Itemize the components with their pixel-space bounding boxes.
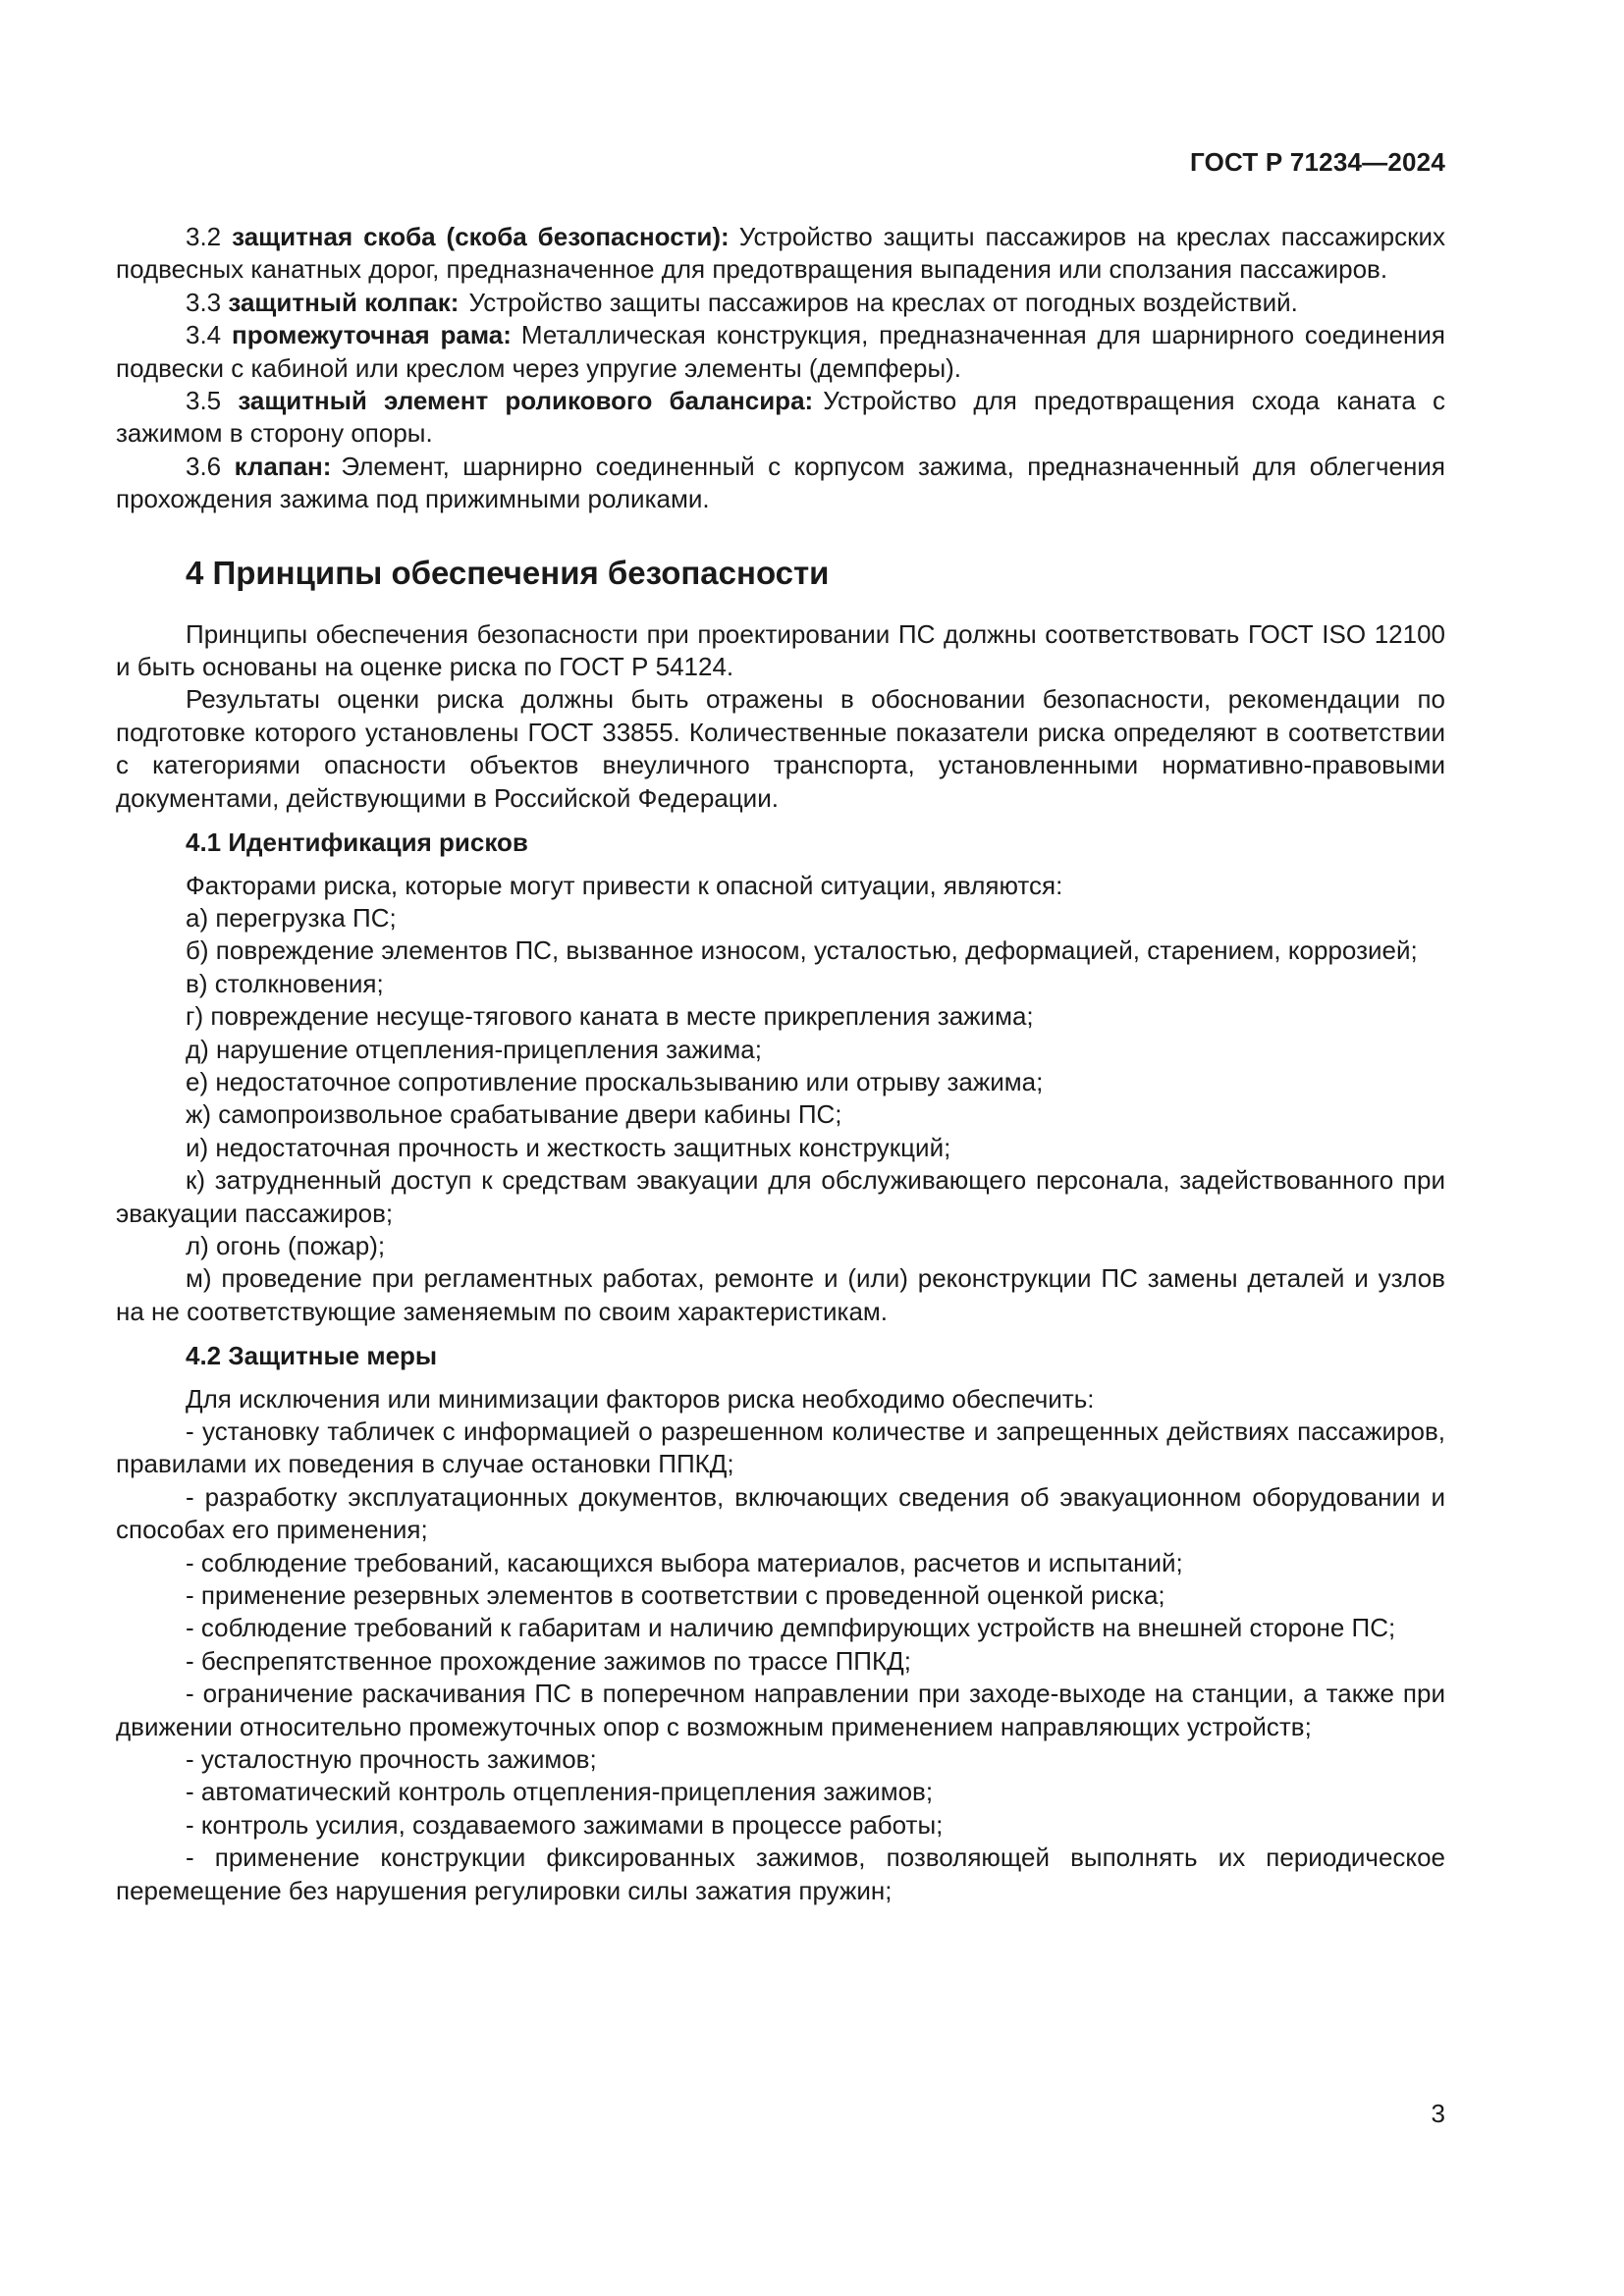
page-content (116, 221, 1445, 1907)
list-item: ж) самопроизвольное срабатывание двери кабины ПС; (186, 1099, 842, 1130)
definition-term: защитный колпак: (228, 287, 460, 317)
paragraph: Результаты оценки риска должны быть отражены в обосновании безопасности, рекомендации по подготовке которого установлены ГОСТ 33855. Количественные показатели риска определяют в соответствии с категориями опасности объектов внеуличного транспорта, установленными нормативно-правовыми документами, действующими в Российской Федерации. (116, 684, 1445, 813)
definition-term: промежуточная рама: (231, 320, 512, 350)
list-item: - беспрепятственное прохождение зажимов по трассе ППКД; (186, 1645, 911, 1676)
list-item: - соблюдение требований, касающихся выбора материалов, расчетов и испытаний; (186, 1547, 1183, 1577)
list-item: - контроль усилия, создаваемого зажимами в процессе работы; (186, 1809, 944, 1840)
list-item: и) недостаточная прочность и жесткость защитных конструкций; (186, 1132, 951, 1162)
list-item: - автоматический контроль отцепления-прицепления зажимов; (186, 1777, 934, 1807)
section-4-2-heading: 4.2 Защитные меры (186, 1341, 438, 1371)
list-item: а) перегрузка ПС; (186, 902, 397, 933)
list-item: - усталостную прочность зажимов; (186, 1744, 597, 1775)
list-item: г) повреждение несуще-тягового каната в месте прикрепления зажима; (186, 1001, 1034, 1032)
list-item: - применение конструкции фиксированных зажимов, позволяющей выполнять их периодическое перемещение без нарушения регулировки силы зажатия пружин; (116, 1842, 1445, 1905)
section-4-1-heading: 4.1 Идентификация рисков (186, 828, 528, 858)
definition-3-3: 3.3 защитный колпак: Устройство защиты пассажиров на креслах от погодных воздействий. (186, 287, 1298, 317)
section-4-heading: 4 Принципы обеспечения безопасности (186, 554, 830, 591)
list-item: л) огонь (пожар); (186, 1230, 386, 1260)
definition-3-5: 3.5 защитный элемент роликового балансира: Устройство для предотвращения схода каната с зажимом в сторону опоры. (116, 386, 1445, 449)
list-item: - установку табличек с информацией о разрешенном количестве и запрещенных действиях пассажиров, правилами их поведения в случае остановки ППКД; (116, 1416, 1445, 1479)
list-item: к) затрудненный доступ к средствам эвакуации для обслуживающего персонала, задействованного при эвакуации пассажиров; (116, 1165, 1445, 1228)
list-item: - применение резервных элементов в соответствии с проведенной оценкой риска; (186, 1580, 1165, 1611)
page-number: 3 (1431, 2099, 1445, 2128)
definition-3-4: 3.4 промежуточная рама: Металлическая конструкция, предназначенная для шарнирного соединения подвески с кабиной или креслом через упругие элементы (демпферы). (116, 320, 1445, 383)
document-header: ГОСТ Р 71234—2024 (1190, 147, 1445, 177)
definition-3-6: 3.6 клапан: Элемент, шарнирно соединенный с корпусом зажима, предназначенный для облегчения прохождения зажима под прижимными роликами. (116, 451, 1445, 514)
definition-3-2: 3.2 защитная скоба (скоба безопасности): Устройство защиты пассажиров на креслах пассажирских подвесных канатных дорог, предназначенное для предотвращения выпадения или сползания пассажиров. (116, 222, 1445, 285)
list-item: м) проведение при регламентных работах, ремонте и (или) реконструкции ПС замены деталей и узлов на не соответствующие заменяемым по своим характеристикам. (116, 1263, 1445, 1326)
paragraph: Принципы обеспечения безопасности при проектировании ПС должны соответствовать ГОСТ ISO 12100 и быть основаны на оценке риска по ГОСТ Р 54124. (116, 618, 1445, 682)
list-item: е) недостаточное сопротивление проскальзыванию или отрыву зажима; (186, 1066, 1044, 1096)
list-item: д) нарушение отцепления-прицепления зажима; (186, 1034, 762, 1064)
list-item: - разработку эксплуатационных документов, включающих сведения об эвакуационном оборудовании и способах его применения; (116, 1481, 1445, 1545)
definition-term: защитная скоба (скоба безопасности): (232, 222, 730, 251)
list-item: - ограничение раскачивания ПС в поперечном направлении при заходе-выходе на станции, а также при движении относительно промежуточных опор с возможным применением направляющих устройств; (116, 1679, 1445, 1741)
list-item: в) столкновения; (186, 968, 384, 998)
list-intro: Факторами риска, которые могут привести к опасной ситуации, являются: (186, 870, 1063, 900)
definition-term: защитный элемент роликового балансира: (238, 386, 814, 416)
list-intro: Для исключения или минимизации факторов риска необходимо обеспечить: (186, 1383, 1095, 1414)
definition-term: клапан: (234, 451, 332, 481)
list-item: б) повреждение элементов ПС, вызванное износом, усталостью, деформацией, старением, коррозией; (186, 935, 1418, 966)
list-item: - соблюдение требований к габаритам и наличию демпфирующих устройств на внешней стороне ПС; (186, 1613, 1396, 1643)
